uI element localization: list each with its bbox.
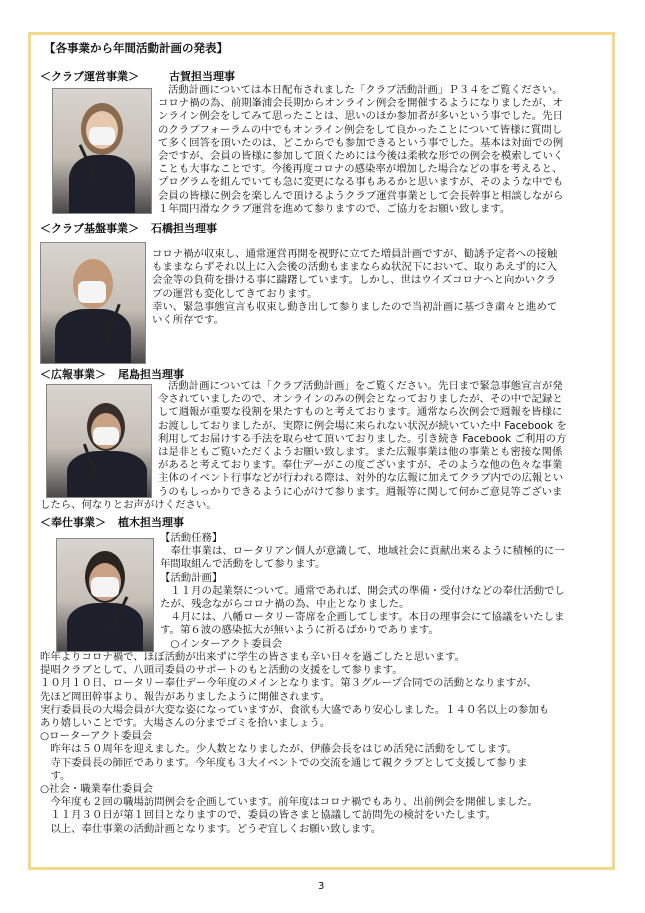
section-title-service: ＜奉仕事業＞ 植木担当理事	[40, 516, 184, 529]
section-person: 尾島担当理事	[118, 368, 184, 381]
section-person: 石橋担当理事	[151, 222, 217, 235]
section-person: 古賀担当理事	[169, 70, 235, 83]
section-text-continued: 昨年よりコロナ禍で、ほぼ活動が出来ずに学生の皆さまも辛い日々を過ごしたと思います。 提唱クラブとして、八頭司委員のサポートのもと活動の支援をして参ります。 １０月１０日、ロータリー奉仕デー今年度のメインとなります。第３グループ合同での活動となりますが、 先ほど岡田幹事より、報告がありましたように開催されます。 実行委員長の大場会員が大変な姿になっていますが、食欲も大盛であり安心しました。１４０名以上の参加も あり嬉しいことです。大場さんの分までゴミを拾いましょう。 ○ローターアクト委員会 昨年は５０周年を迎えました。少人数となりましたが、伊藤会長をはじめ活発に活動をしてします。 寺下委員長の師匠であります。今年度も３大イベントでの交流を通じて親クラブとして支援して参りま す。 ○社会・職業奉仕委員会 今年度も２回の職場訪問例会を企画しています。前年度はコロナ禍でもあり、出前例会を開催しました。 １１月３０日が第１回目となりますので、委員の皆さまと協議して訪問先の検討をいたします。 以上、奉仕事業の活動計画となります。どうぞ宜しくお願い致します。	[40, 651, 550, 835]
section-text: コロナ禍が収束し、通常運営再開を視野に立てた増員計画ですが、勧誘予定者への接触 もままならずそれ以上に入会後の活動もままならぬ状況下において、取りあえず的に入 会金等の負荷を掛ける事に躊躇しています。しかし、世はウイズコロナへと向かいクラ ブの運営も変化してきております。 幸い、緊急事態宣言も収束し動き出して参りましたので当初計画に基づき粛々と進めて いく所存です。	[152, 248, 558, 327]
section-title-club-foundation: ＜クラブ基盤事業＞ 石橋担当理事	[40, 222, 217, 235]
section-text: 活動計画については本日配布されました「クラブ活動計画」Ｐ３４をご覧ください。 コロナ禍の為、前期峯浦会長期からオンライン例会を開催するようになりましたが、オ ンライン例会をしてみて思ったことは、思いのほか参加者が多いという事でした。先日 のクラブフォーラムの中でもオンライン例会をして良かったことについて皆様に質問し て多く回答を頂いたのは、どこからでも参加できるという事でした。基本は対面での例 会ですが、会員の皆様に参加して頂くためには今後は柔軟な形での例会を模索していく ことも大事なことです。今後再度コロナの感染率が増加した場合などの事を考えると、 プログラムを組んでいても急に変更になる事もあるかと思いますが、そのような中でも 会員の皆様に例会を楽しんで頂けるようクラブ運営事業として会長幹事と相談しながら １年間円滑なクラブ運営を進めて参りますので、ご協力をお願い致します。	[158, 84, 564, 215]
page-number: 3	[318, 881, 325, 892]
section-text: 活動計画については「クラブ活動計画」をご覧ください。先日まで緊急事態宣言が発 令されていましたので、オンラインのみの例会となっておりましたが、その中で記録と して週報が重要な役割を果たすものと考えております。通常なら次例会で週報を皆様に お渡ししておりましたが、実際に例会場に来られない状況が続いていた中 Facebook を 利用してお届けする手法を取らせて頂いておりました。引き続き Facebook ご利用の方 は是非ともご覧いただくようお願い致します。また広報事業は他の事業とも密接な関係 があると考えております。奉仕デーがこの度ございますが、そのような他の色々な事業 主体のイベント行事などが行われる際は、対外的な広報に加えてクラブ内での広報とい うのもしっかりできるように心がけて参ります。週報等に関して何かご意見等ございま	[158, 380, 567, 498]
section-person: 植木担当理事	[118, 516, 184, 529]
speaker-photo-ishibashi	[40, 242, 146, 364]
section-title-public-relations: ＜広報事業＞ 尾島担当理事	[40, 368, 184, 381]
section-text: 【活動任務】 奉仕事業は、ロータリアン個人が意識して、地域社会に貢献出来るように積極的に一 年間取組んで活動をして参ります。 【活動計画】 １１月の起業祭について。通常であれば、開会式の準備・受付けなどの奉仕活動でし たが、残念ながらコロナ禍の為、中止となりました。 ４月には、八幡ロータリー寄席を企画してします。本日の理事会にて協議をいたしま す。第６波の感染拡大が無いように祈るばかりであります。 ○インターアクト委員会	[160, 532, 565, 650]
speaker-photo-ueki	[56, 538, 154, 652]
section-title-club-operations: ＜クラブ運営事業＞ 古賀担当理事	[40, 70, 235, 83]
section-text-continued: したら、何なりとお声がけください。	[40, 499, 217, 511]
speaker-photo-ojima	[46, 384, 152, 498]
speaker-photo-koga	[52, 88, 152, 214]
page-heading: 【各事業から年間活動計画の発表】	[44, 41, 228, 55]
